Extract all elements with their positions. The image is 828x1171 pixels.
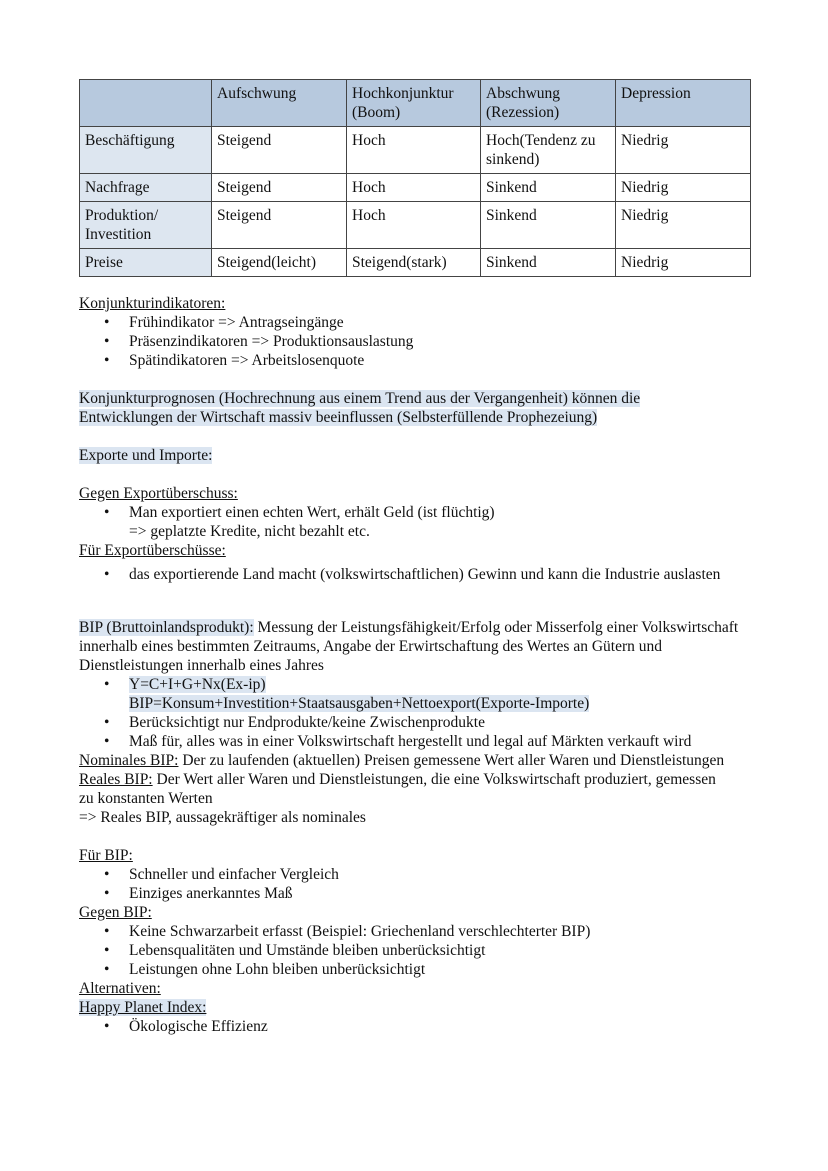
table-cell: Niedrig	[616, 174, 751, 202]
table-cell: Steigend(stark)	[347, 249, 481, 277]
table-cell: Hoch	[347, 202, 481, 249]
list-item: • Leistungen ohne Lohn bleiben unberücksichtigt	[79, 960, 759, 979]
business-cycle-table	[79, 79, 751, 277]
list-item: • Frühindikator => Antragseingänge	[79, 313, 759, 332]
real-bip-term: Reales BIP:	[79, 771, 153, 788]
pro-bip-heading: Für BIP:	[79, 847, 133, 864]
against-export-surplus-heading: Gegen Exportüberschuss:	[79, 485, 238, 502]
list-item: • Keine Schwarzarbeit erfasst (Beispiel: Griechenland verschlechterter BIP)	[79, 922, 759, 941]
table-cell: Steigend	[212, 174, 347, 202]
exports-heading: Exporte und Importe:	[79, 447, 213, 464]
list-item-continuation: => geplatzte Kredite, nicht bezahlt etc.	[129, 523, 370, 540]
nominal-bip	[79, 751, 759, 770]
table-cell: Steigend	[212, 202, 347, 249]
document-body	[79, 294, 759, 1036]
table-row	[80, 174, 751, 202]
alternatives-heading: Alternativen:	[79, 980, 161, 997]
list-item: • Berücksichtigt nur Endprodukte/keine Zwischenprodukte	[79, 713, 759, 732]
nominal-bip-term: Nominales BIP:	[79, 752, 179, 769]
list-item: • Man exportiert einen echten Wert, erhält Geld (ist flüchtig)	[79, 503, 759, 522]
nominal-bip-text: Der zu laufenden (aktuellen) Preisen gemessene Wert aller Waren und Dienstleistungen	[178, 752, 725, 769]
table-cell: Steigend	[212, 127, 347, 174]
bip-term: BIP (Bruttoinlandsprodukt):	[79, 619, 254, 636]
hpi-heading: Happy Planet Index:	[79, 999, 207, 1016]
header-cell: Hochkonjunktur (Boom)	[347, 80, 481, 127]
bip-definition	[79, 618, 759, 675]
table-cell: Hoch	[347, 127, 481, 174]
table-cell: Sinkend	[481, 174, 616, 202]
row-header: Preise	[80, 249, 212, 277]
list-item: • das exportierende Land macht (volkswirtschaftlichen) Gewinn und kann die Industrie auslasten	[79, 565, 759, 584]
table-row	[80, 127, 751, 174]
table-cell: Niedrig	[616, 202, 751, 249]
row-header: Beschäftigung	[80, 127, 212, 174]
row-header: Produktion/ Investition	[80, 202, 212, 249]
table-cell: Niedrig	[616, 127, 751, 174]
header-cell: Depression	[616, 80, 751, 127]
bip-definition-text: Messung der Leistungsfähigkeit/Erfolg oder Misserfolg einer Volkswirtschaft innerhalb eines bestimmten Zeitraums, Angabe der Erwirtschaftung des Wertes an Gütern und Dienstleistungen innerhalb eines Jahres	[79, 619, 739, 674]
table-row	[80, 202, 751, 249]
table-cell: Steigend(leicht)	[212, 249, 347, 277]
formula: Y=C+I+G+Nx(Ex-ip)	[129, 676, 266, 693]
table-header-row	[80, 80, 751, 127]
table-cell: Niedrig	[616, 249, 751, 277]
table-cell: Hoch	[347, 174, 481, 202]
indicators-heading: Konjunkturindikatoren:	[79, 295, 226, 312]
table-cell: Hoch(Tendenz zu sinkend)	[481, 127, 616, 174]
for-export-surplus-heading: Für Exportüberschüsse:	[79, 542, 226, 559]
real-bip	[79, 770, 719, 808]
formula: BIP=Konsum+Investition+Staatsausgaben+Nettoexport(Exporte-Importe)	[129, 695, 590, 712]
table-cell: Sinkend	[481, 249, 616, 277]
list-item: • Ökologische Effizienz	[79, 1017, 759, 1036]
forecast-paragraph: Konjunkturprognosen (Hochrechnung aus einem Trend aus der Vergangenheit) können die Entwicklungen der Wirtschaft massiv beeinflussen (Selbsterfüllende Prophezeiung)	[79, 390, 641, 426]
contra-bip-heading: Gegen BIP:	[79, 904, 152, 921]
list-item: • Einziges anerkanntes Maß	[79, 884, 759, 903]
header-cell: Aufschwung	[212, 80, 347, 127]
list-item: • Lebensqualitäten und Umstände bleiben unberücksichtigt	[79, 941, 759, 960]
row-header: Nachfrage	[80, 174, 212, 202]
header-cell: Abschwung (Rezession)	[481, 80, 616, 127]
header-cell	[80, 80, 212, 127]
conclusion: => Reales BIP, aussagekräftiger als nominales	[79, 809, 366, 826]
list-item: • Spätindikatoren => Arbeitslosenquote	[79, 351, 759, 370]
list-item: • Schneller und einfacher Vergleich	[79, 865, 759, 884]
table-cell: Sinkend	[481, 202, 616, 249]
table-row	[80, 249, 751, 277]
list-item: • Präsenzindikatoren => Produktionsauslastung	[79, 332, 759, 351]
list-item: • Maß für, alles was in einer Volkswirtschaft hergestellt und legal auf Märkten verkauft wird	[79, 732, 759, 751]
real-bip-text: Der Wert aller Waren und Dienstleistungen, die eine Volkswirtschaft produziert, gemessen zu konstanten Werten	[79, 771, 716, 807]
